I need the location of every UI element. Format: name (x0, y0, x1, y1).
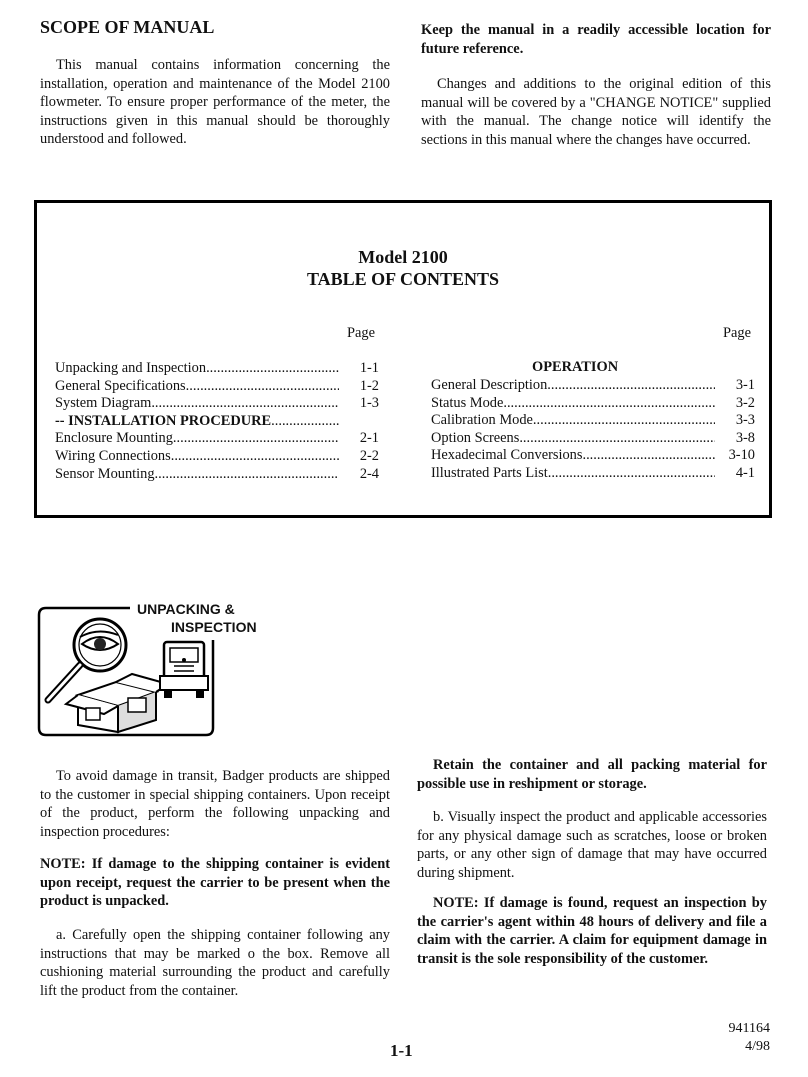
toc-entry-label: Status Mode (431, 394, 504, 411)
toc-leader-dots (548, 465, 715, 482)
toc-entry-page: 3-8 (735, 429, 755, 446)
toc-leader-dots (533, 412, 715, 429)
toc-entry-page: 4-1 (735, 465, 755, 481)
toc-entry (431, 377, 755, 394)
toc-entry-label: General Description (431, 377, 548, 393)
toc-leader-dots (173, 430, 339, 447)
toc-entry-page: 3-10 (728, 447, 755, 464)
toc-entry-label: Wiring Connections (55, 448, 171, 464)
toc-leader-dots (503, 395, 715, 412)
toc-entry-label: Sensor Mounting (55, 465, 155, 482)
toc-leader-dots (206, 360, 339, 377)
toc-entry (431, 395, 755, 412)
toc-box (34, 200, 772, 518)
toc-entry-page: 3-1 (735, 377, 755, 393)
changes-paragraph: Changes and additions to the original edition of this manual will be covered by a "CHANGE NOTICE" supplied with the manual. The change notice will identify the sections in this manual where the changes have occurred. (421, 76, 771, 148)
toc-leader-dots (151, 395, 339, 412)
doc-number: 941164 (728, 1021, 770, 1036)
unpacking-header-line1: UNPACKING & (137, 601, 235, 617)
toc-entry (431, 430, 755, 447)
toc-leader-dots (271, 413, 339, 430)
toc-entry (431, 465, 755, 482)
toc-entry-page: 2-1 (359, 430, 379, 447)
toc-leader-dots (519, 430, 715, 447)
toc-leader-dots (186, 378, 339, 395)
step-b: b. Visually inspect the product and applicable accessories for any physical damage such as scratches, loose or broken parts, or any other sign of damage that may have occurred during shipment. (417, 809, 767, 881)
keep-note: Keep the manual in a readily accessible location for future reference. (421, 22, 771, 57)
toc-entry (431, 412, 755, 429)
retain-note: Retain the container and all packing material for possible use in reshipment or storage. (417, 757, 767, 792)
toc-entry (55, 395, 379, 412)
toc-entry-label: General Specifications (55, 377, 186, 394)
toc-entry-label: Calibration Mode (431, 412, 533, 429)
toc-entry-page: 2-2 (359, 448, 379, 464)
note-container-damage: NOTE: If damage to the shipping container is evident upon receipt, request the carrier to be present when the product is unpacked. (40, 856, 390, 909)
toc-entry-page: 1-1 (359, 360, 379, 376)
page-number: 1-1 (390, 1041, 413, 1060)
toc-entry-label: Enclosure Mounting (55, 430, 173, 447)
doc-date: 4/98 (745, 1039, 770, 1054)
toc-entry (431, 447, 755, 464)
toc-page-header-right: Page (723, 325, 751, 341)
toc-page-header-left: Page (347, 325, 375, 341)
toc-entry (55, 413, 379, 430)
unpacking-graphic (36, 600, 276, 740)
toc-entry-label: Unpacking and Inspection (55, 360, 207, 376)
toc-leader-dots (155, 466, 339, 483)
toc-entry-label: System Diagram (55, 395, 152, 412)
toc-entry (55, 378, 379, 395)
toc-entry-page: 1-3 (359, 395, 379, 412)
toc-entry-page: 3-2 (735, 394, 755, 411)
unpacking-header-line2: INSPECTION (171, 619, 257, 635)
toc-entry-label: Hexadecimal Conversions (431, 447, 583, 464)
toc-entry (55, 466, 379, 483)
toc-entry-label: Option Screens (431, 429, 520, 446)
toc-entry-label: -- INSTALLATION PROCEDURE (55, 412, 272, 429)
toc-entry-page: 3-3 (735, 412, 755, 429)
toc-entry (55, 430, 379, 447)
scope-intro: This manual contains information concerning the installation, operation and maintenance of the Model 2100 flowmeter. To ensure proper performance of the meter, the instructions given in this manual should be thoroughly understood and followed. (40, 57, 390, 147)
toc-title: TABLE OF CONTENTS (306, 269, 500, 289)
toc-leader-dots (171, 448, 339, 465)
unpacking-intro: To avoid damage in transit, Badger products are shipped to the customer in special shipping containers. Upon receipt of the product, perform the following unpacking and inspection procedures: (40, 768, 390, 840)
toc-model-title: Model 2100 (358, 247, 448, 267)
note-inspection-claim: NOTE: If damage is found, request an inspection by the carrier's agent within 48 hours of delivery and file a claim with the carrier. A claim for equipment damage in transit is the sole responsibility of the customer. (417, 895, 767, 967)
toc-entry-page: 1-2 (359, 377, 379, 394)
toc-entry (55, 448, 379, 465)
toc-entry-page (339, 413, 379, 430)
toc-operation-heading: OPERATION (532, 359, 619, 375)
toc-entry-page: 2-4 (359, 465, 379, 482)
scope-title: SCOPE OF MANUAL (40, 17, 215, 37)
toc-entry (55, 360, 379, 377)
toc-entry-label: Illustrated Parts List (431, 465, 548, 481)
toc-leader-dots (547, 377, 715, 394)
toc-leader-dots (582, 447, 715, 464)
step-a: a. Carefully open the shipping container following any instructions that may be marked o the box. Remove all cushioning material surrounding the product and carefully lift the product from the container. (40, 927, 390, 999)
